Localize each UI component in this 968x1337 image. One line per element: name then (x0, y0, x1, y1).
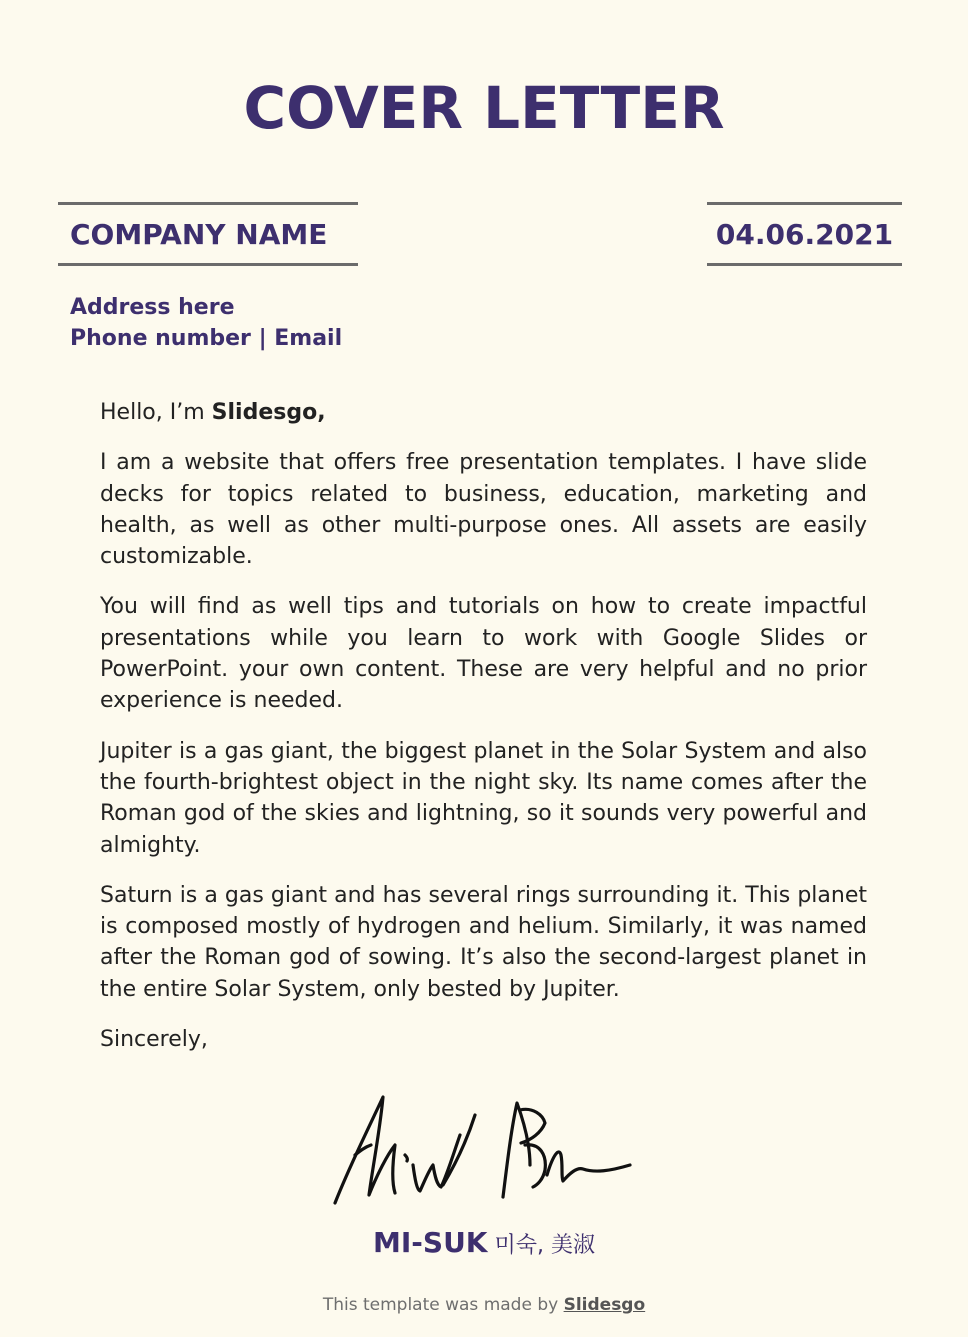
greeting-prefix: Hello, I’m (100, 400, 212, 425)
company-name: COMPANY NAME (70, 217, 328, 251)
footer-link[interactable]: Slidesgo (563, 1295, 646, 1315)
phone-email-line: Phone number | Email (70, 326, 343, 351)
paragraph: Saturn is a gas giant and has several rings surrounding it. This planet is composed mostly of hydrogen and helium. Similarly, it was named after the Roman god of sowing. It’s also the second-largest planet in the entire Solar System, only bested by Jupiter. (100, 882, 867, 1002)
letter-body (100, 397, 867, 1074)
signature-image (325, 1085, 645, 1215)
signer-name: MI-SUK (373, 1226, 488, 1259)
paragraph: Jupiter is a gas giant, the biggest planet in the Solar System and also the fourth-brightest object in the night sky. Its name comes after the Roman god of the skies and lightning, so it sounds very powerful and almighty. (100, 738, 867, 858)
greeting (100, 397, 867, 428)
paragraph: You will find as well tips and tutorials on how to create impactful presentations while you learn to work with Google Slides or PowerPoint. your own content. These are very helpful and no prior experience is needed. (100, 594, 867, 714)
contact-block (70, 292, 342, 354)
greeting-name: Slidesgo, (211, 400, 326, 425)
company-name-box (58, 202, 358, 266)
footer-text: This template was made by (322, 1295, 564, 1315)
signer-native-name: 미숙, 美淑 (487, 1233, 595, 1258)
closing: Sincerely, (100, 1027, 208, 1053)
address-line: Address here (70, 295, 235, 320)
paragraph: I am a website that offers free presentation templates. I have slide decks for topics related to business, education, marketing and health, as well as other multi-purpose ones. All assets are easily customizable. (100, 450, 867, 570)
signer-name-block (0, 1226, 968, 1259)
date-box (707, 202, 902, 266)
footer-credit (0, 1295, 968, 1315)
letter-date: 04.06.2021 (715, 217, 894, 251)
page-title: COVER LETTER (243, 74, 725, 142)
